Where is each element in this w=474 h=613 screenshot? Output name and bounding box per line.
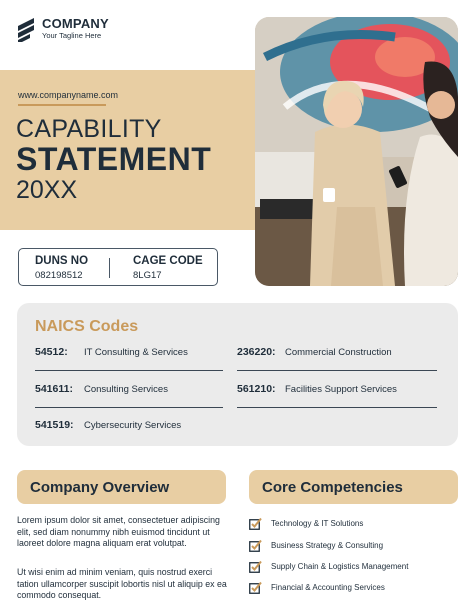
competency-item [249, 517, 363, 530]
naics-code: 561210: [237, 383, 276, 395]
company-tagline: Your Tagline Here [42, 31, 102, 40]
naics-code: 236220: [237, 346, 276, 358]
checkbox-checked-icon [249, 539, 262, 552]
naics-divider [35, 407, 223, 408]
checkbox-checked-icon [249, 517, 262, 530]
company-logo [16, 16, 109, 42]
naics-code: 541611: [35, 383, 73, 395]
competency-item [249, 581, 385, 594]
company-name: COMPANY [42, 16, 109, 31]
naics-divider [237, 370, 437, 371]
naics-divider [237, 407, 437, 408]
team-photo [255, 17, 458, 286]
overview-paragraph: Ut wisi enim ad minim veniam, quis nostrud exerci tation ullamcorper suscipit lobortis nisl ut aliquip ex ea commodo consequat. [17, 567, 227, 600]
logo-mark-icon [16, 16, 36, 42]
duns-label: DUNS NO [35, 255, 89, 267]
competency-label: Business Strategy & Consulting [271, 541, 384, 550]
core-competencies-heading: Core Competencies [249, 470, 458, 504]
competency-item [249, 560, 408, 573]
checkbox-checked-icon [249, 560, 262, 573]
title-line-statement: STATEMENT [16, 141, 212, 177]
competency-item [249, 539, 383, 552]
checkbox-checked-icon [249, 581, 262, 594]
competency-label: Supply Chain & Logistics Management [271, 562, 409, 571]
company-overview-heading: Company Overview [17, 470, 226, 504]
naics-name: Cybersecurity Services [84, 420, 182, 431]
naics-name: IT Consulting & Services [84, 347, 188, 358]
naics-name: Facilities Support Services [285, 384, 397, 395]
overview-paragraph: Lorem ipsum dolor sit amet, consectetuer adipiscing elit, sed diam nonummy nibh euismod tincidunt ut laoreet dolore magna aliquam erat volutpat. [17, 515, 220, 548]
naics-name: Consulting Services [84, 384, 168, 395]
competency-label: Technology & IT Solutions [271, 519, 364, 528]
website-underline [18, 104, 106, 106]
cage-label: CAGE CODE [133, 255, 203, 267]
codes-divider [109, 258, 110, 278]
duns-value: 082198512 [35, 270, 83, 281]
naics-title: NAICS Codes [35, 318, 139, 335]
naics-code: 54512: [35, 346, 68, 358]
title-line-capability: CAPABILITY [16, 115, 162, 143]
naics-divider [35, 370, 223, 371]
naics-code: 541519: [35, 419, 74, 431]
cage-value: 8LG17 [133, 270, 162, 281]
competency-label: Financial & Accounting Services [271, 583, 385, 592]
naics-name: Commercial Construction [285, 347, 392, 358]
website-link[interactable]: www.companyname.com [18, 90, 119, 100]
title-line-year: 20XX [16, 176, 78, 204]
